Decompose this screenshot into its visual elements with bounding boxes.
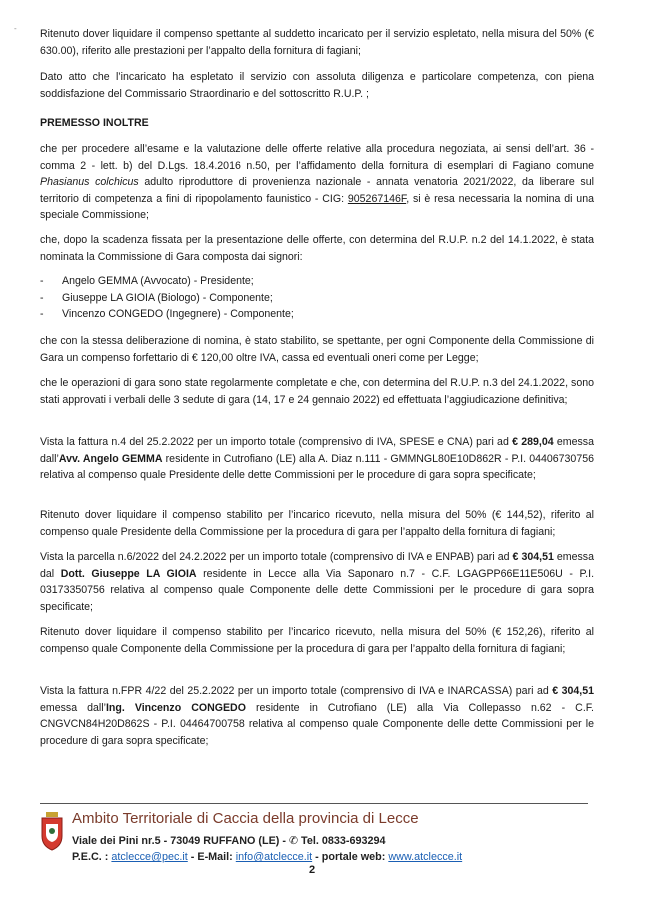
scan-mark: - xyxy=(14,24,17,33)
section-heading: PREMESSO INOLTRE xyxy=(40,117,149,129)
paragraph: Vista la fattura n.4 del 25.2.2022 per un importo totale (comprensivo di IVA, SPESE e CNA) pari ad € 289,04 emessa dall’Avv. Angelo GEMMA residente in Cutrofiano (LE) alla A. Diaz n.111 - GMMNGL80E10D862R - P.I. 04406730756 relativa al compenso quale Presidente delle dette Commissioni per le procedure di gara sopra specificate; xyxy=(40,436,595,481)
list-item: - Vincenzo CONGEDO (Ingegnere) - Componente; xyxy=(40,308,294,320)
paragraph: che per procedere all’esame e la valutazione delle offerte relative alla procedura negoziata, ai sensi dell’art. 36 - comma 2 - lett. b) del D.Lgs. 18.4.2016 n.50, per l’affidamento della fornitura di esemplari di Fagiano comune Phasianus colchicus adulto riproduttore di provenienza nazionale - annata venatoria 2021/2022, da liberare sul territorio di competenza a fini di ripopolamento faunistico - CIG: 905267146F, si è resa necessaria la nomina di una speciale Commissione; xyxy=(40,143,594,221)
province-crest-icon xyxy=(40,812,64,852)
paragraph: Vista la fattura n.FPR 4/22 del 25.2.2022 per un importo totale (comprensivo di IVA e INARCASSA) pari ad € 304,51 emessa dall’Ing. Vincenzo CONGEDO residente in Cutrofiano (LE) alla Via Collepasso n.62 - C.F. CNGVCN84H20D862S - P.I. 04464700758 relativa al compenso quale Componente delle dette Commissioni per le procedure di gara sopra specificate; xyxy=(40,685,594,747)
email-link[interactable]: info@atclecce.it xyxy=(235,851,313,863)
paragraph: che con la stessa deliberazione di nomina, è stato stabilito, se spettante, per ogni Componente della Commissione di Gara un compenso forfettario di € 120,00 oltre IVA, cassa ed eventuali oneri come per Legge; xyxy=(40,335,594,364)
paragraph: Ritenuto dover liquidare il compenso stabilito per l’incarico ricevuto, nella misura del 50% (€ 152,26), riferito al compenso quale Componente della Commissione per la procedura di gara per l’appalto della fornitura di fagiani; xyxy=(40,626,594,655)
paragraph: che le operazioni di gara sono state regolarmente completate e che, con determina del R.U.P. n.3 del 24.1.2022, sono stati approvati i verbali delle 3 sedute di gara (14, 17 e 24 gennaio 2022) ed effettuata l’aggiudicazione definitiva; xyxy=(40,377,594,406)
list-item: - Angelo GEMMA (Avvocato) - Presidente; xyxy=(40,275,254,287)
cig-link[interactable]: 905267146F xyxy=(347,192,407,205)
list-item: - Giuseppe LA GIOIA (Biologo) - Componente; xyxy=(40,291,273,304)
paragraph: Ritenuto dover liquidare il compenso spettante al suddetto incaricato per il servizio espletato, nella misura del 50% (€ 630.00), riferito alle prestazioni per l’appalto della fornitura di fagiani; xyxy=(40,28,594,57)
commission-members-list xyxy=(40,273,294,323)
paragraph: Ritenuto dover liquidare il compenso stabilito per l’incarico ricevuto, nella misura del 50% (€ 144,52), riferito al compenso quale Presidente della Commissione per la procedura di gara per l’appalto della fornitura di fagiani; xyxy=(40,509,594,538)
organization-name: Ambito Territoriale di Caccia della provincia di Lecce xyxy=(72,810,419,827)
contact-line: P.E.C. : atclecce@pec.it - E-Mail: info@atclecce.it - portale web: www.atclecce.it xyxy=(72,851,463,863)
page-number: 2 xyxy=(309,864,316,876)
pec-link[interactable]: atclecce@pec.it xyxy=(111,851,188,863)
website-link[interactable]: www.atclecce.it xyxy=(388,851,463,863)
footer-divider xyxy=(40,803,588,804)
paragraph: Vista la parcella n.6/2022 del 24.2.2022 per un importo totale (comprensivo di IVA e ENPAB) pari ad € 304,51 emessa dal Dott. Giuseppe LA GIOIA residente in Lecce alla Via Saponaro n.7 - C.F. LGAGPP66E11E506U - P.I. 03173350756 relativa al compenso quale Componente delle dette Commissioni per le procedure di gara sopra specificate; xyxy=(40,551,595,613)
organization-address: Viale dei Pini nr.5 - 73049 RUFFANO (LE) - ✆ Tel. 0833-693294 xyxy=(72,835,386,847)
paragraph: Dato atto che l’incaricato ha espletato il servizio con assoluta diligenza e particolare competenza, con piena soddisfazione del Commissario Straordinario e del sottoscritto R.U.P. ; xyxy=(40,71,594,100)
paragraph: che, dopo la scadenza fissata per la presentazione delle offerte, con determina del R.U.P. n.2 del 14.1.2022, è stata nominata la Commissione di Gara composta dai signori: xyxy=(40,234,594,263)
